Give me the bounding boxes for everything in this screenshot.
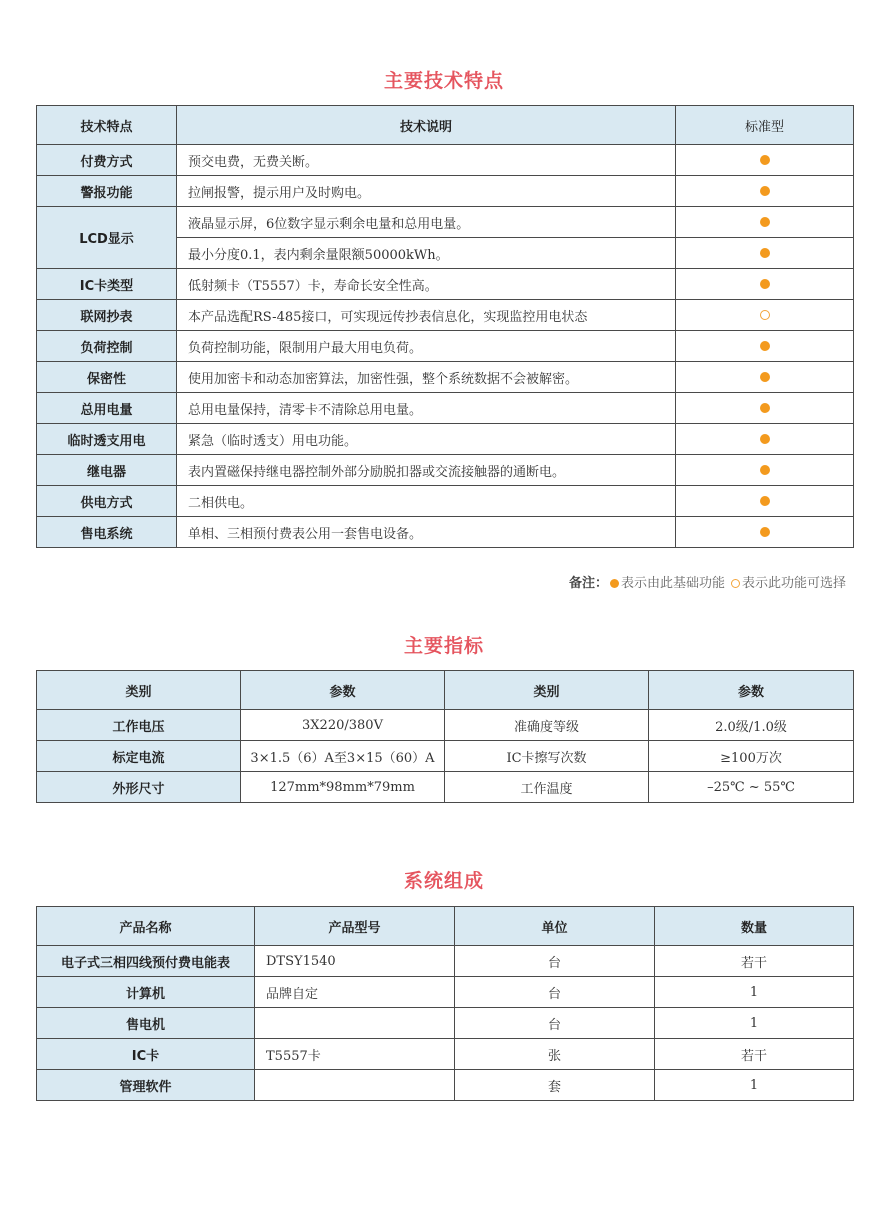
product-unit: 台: [455, 946, 655, 977]
feature-label: 付费方式: [37, 145, 177, 176]
feature-label: 保密性: [37, 362, 177, 393]
feature-label: IC卡类型: [37, 269, 177, 300]
product-unit: 套: [455, 1070, 655, 1101]
filled-dot-icon: [760, 155, 770, 165]
feature-label: LCD显示: [37, 207, 177, 269]
table-row: [37, 424, 854, 455]
header-description: 技术说明: [177, 106, 676, 145]
table-row: [37, 269, 854, 300]
filled-dot-icon: [760, 341, 770, 351]
product-name: IC卡: [37, 1039, 255, 1070]
filled-dot-icon: [760, 403, 770, 413]
table-row: [37, 486, 854, 517]
note-filled-text: 表示由此基础功能: [620, 576, 725, 591]
product-model: 品牌自定: [255, 977, 455, 1008]
table-row: [37, 393, 854, 424]
product-quantity: 若干: [655, 1039, 854, 1070]
feature-label: 负荷控制: [37, 331, 177, 362]
filled-dot-icon: [760, 496, 770, 506]
spec-value: ≥100万次: [649, 741, 854, 772]
product-quantity: 1: [655, 1008, 854, 1039]
table-row: [37, 145, 854, 176]
product-unit: 张: [455, 1039, 655, 1070]
spec-category: 外形尺寸: [37, 772, 241, 803]
header-unit: 单位: [455, 907, 655, 946]
header-product-name: 产品名称: [37, 907, 255, 946]
feature-desc: 负荷控制功能，限制用户最大用电负荷。: [177, 331, 676, 362]
filled-dot-icon: [760, 279, 770, 289]
product-name: 计算机: [37, 977, 255, 1008]
header-param: 参数: [649, 671, 854, 710]
spec-category: 标定电流: [37, 741, 241, 772]
header-feature: 技术特点: [37, 106, 177, 145]
spec-value: 3X220/380V: [241, 710, 445, 741]
product-quantity: 1: [655, 1070, 854, 1101]
header-category: 类别: [37, 671, 241, 710]
spec-value: 3×1.5（6）A至3×15（60）A: [241, 741, 445, 772]
feature-label: 警报功能: [37, 176, 177, 207]
section-title-features: 主要技术特点: [383, 70, 504, 92]
filled-dot-icon: [760, 465, 770, 475]
feature-label: 临时透支用电: [37, 424, 177, 455]
feature-desc: 使用加密卡和动态加密算法，加密性强，整个系统数据不会被解密。: [177, 362, 676, 393]
spec-category: 工作电压: [37, 710, 241, 741]
filled-dot-icon: [760, 372, 770, 382]
hollow-dot-icon: [760, 310, 770, 320]
spec-value: 2.0级/1.0级: [649, 710, 854, 741]
legend-note: [569, 572, 846, 591]
table-row: [37, 207, 854, 238]
feature-desc: 预交电费，无费关断。: [177, 145, 676, 176]
product-unit: 台: [455, 1008, 655, 1039]
note-label: 备注：: [568, 576, 608, 591]
table-row: [37, 362, 854, 393]
product-model: [255, 1070, 455, 1101]
table-row: [37, 946, 854, 977]
features-table: [36, 105, 854, 548]
note-hollow-text: 表示此功能可选择: [741, 576, 846, 591]
product-model: DTSY1540: [255, 946, 455, 977]
table-row: [37, 455, 854, 486]
product-name: 管理软件: [37, 1070, 255, 1101]
feature-desc: 液晶显示屏，6位数字显示剩余电量和总用电量。: [177, 207, 676, 238]
spec-category: 准确度等级: [445, 710, 649, 741]
feature-desc: 低射频卡（T5557）卡，寿命长安全性高。: [177, 269, 676, 300]
product-unit: 台: [455, 977, 655, 1008]
feature-label: 联网抄表: [37, 300, 177, 331]
system-table: [36, 906, 854, 1101]
product-quantity: 若干: [655, 946, 854, 977]
table-row: [37, 977, 854, 1008]
header-product-model: 产品型号: [255, 907, 455, 946]
table-row: [37, 741, 854, 772]
product-name: 电子式三相四线预付费电能表: [37, 946, 255, 977]
feature-label: 售电系统: [37, 517, 177, 548]
header-standard: 标准型: [676, 106, 854, 145]
feature-desc: 最小分度0.1，表内剩余量限额50000kWh。: [177, 238, 676, 269]
header-param: 参数: [241, 671, 445, 710]
table-row: [37, 300, 854, 331]
feature-desc: 表内置磁保持继电器控制外部分励脱扣器或交流接触器的通断电。: [177, 455, 676, 486]
filled-dot-icon: [760, 527, 770, 537]
section-title-specs: 主要指标: [403, 635, 484, 657]
feature-desc: 总用电量保持，清零卡不清除总用电量。: [177, 393, 676, 424]
table-row: [37, 710, 854, 741]
spec-value: 127mm*98mm*79mm: [241, 772, 445, 803]
header-quantity: 数量: [655, 907, 854, 946]
table-row: [37, 517, 854, 548]
product-name: 售电机: [37, 1008, 255, 1039]
feature-desc: 单相、三相预付费表公用一套售电设备。: [177, 517, 676, 548]
specs-table: [36, 670, 854, 803]
feature-label: 继电器: [37, 455, 177, 486]
table-row: [37, 772, 854, 803]
table-row: [37, 1008, 854, 1039]
product-model: [255, 1008, 455, 1039]
feature-label: 总用电量: [37, 393, 177, 424]
feature-desc: 拉闸报警，提示用户及时购电。: [177, 176, 676, 207]
feature-desc: 本产品选配RS-485接口，可实现远传抄表信息化，实现监控用电状态: [177, 300, 676, 331]
feature-desc: 紧急（临时透支）用电功能。: [177, 424, 676, 455]
spec-value: –25℃ ~ 55℃: [649, 772, 854, 803]
table-row: [37, 176, 854, 207]
filled-dot-icon: [760, 248, 770, 258]
filled-dot-icon: [760, 434, 770, 444]
product-model: T5557卡: [255, 1039, 455, 1070]
section-title-system: 系统组成: [403, 870, 484, 892]
feature-label: 供电方式: [37, 486, 177, 517]
spec-category: 工作温度: [445, 772, 649, 803]
table-row: [37, 1070, 854, 1101]
spec-category: IC卡擦写次数: [445, 741, 649, 772]
feature-desc: 二相供电。: [177, 486, 676, 517]
filled-dot-icon: [760, 217, 770, 227]
filled-dot-icon: [610, 579, 619, 588]
product-quantity: 1: [655, 977, 854, 1008]
header-category: 类别: [445, 671, 649, 710]
table-row: [37, 1039, 854, 1070]
hollow-dot-icon: [731, 579, 740, 588]
filled-dot-icon: [760, 186, 770, 196]
table-row: [37, 331, 854, 362]
